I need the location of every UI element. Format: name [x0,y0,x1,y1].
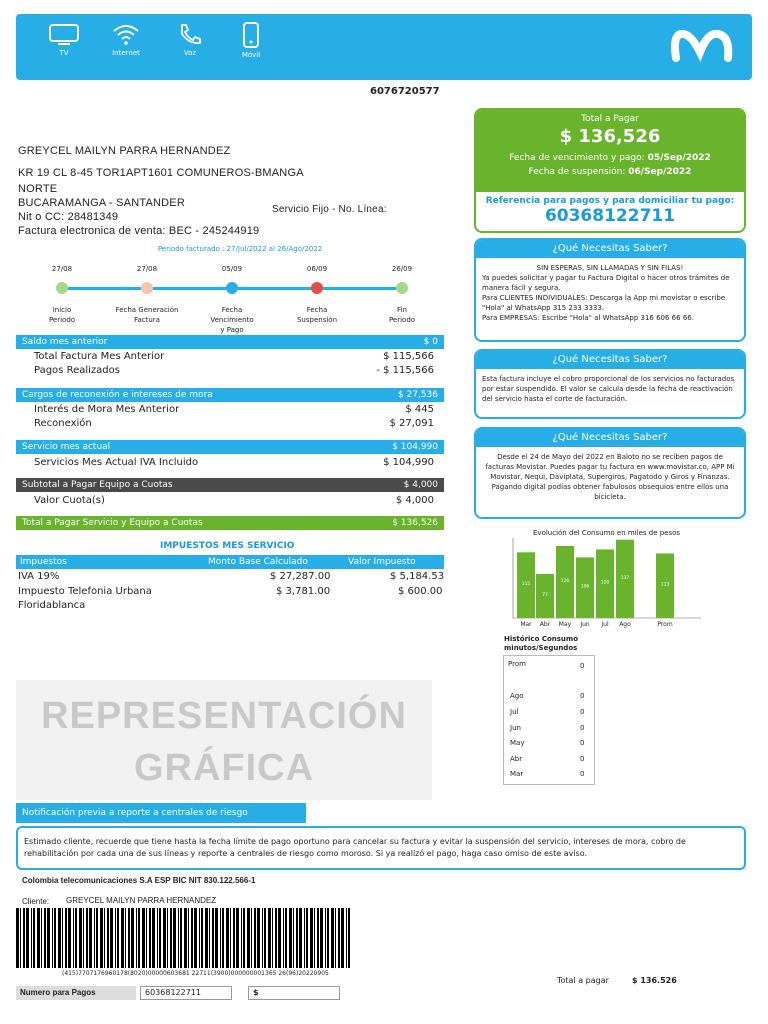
barcode-bar [209,908,210,968]
barcode-bar [86,908,88,968]
history-value: 0 [580,724,585,732]
barcode-bar [121,908,124,968]
barcode-bar [348,908,350,968]
footer-total-value: $ 136.526 [632,976,677,985]
client-name: GREYCEL MAILYN PARRA HERNANDEZ [66,896,217,905]
barcode-bar [100,908,103,968]
barcode-bar [264,908,266,968]
barcode-bar [68,908,71,968]
info-text: SIN ESPERAS, SIN LLAMADAS Y SIN FILAS! [536,264,684,272]
barcode-bar [212,908,214,968]
timeline-label: Fecha Suspensión [296,306,338,324]
charge-row: Pagos Realizados - $ 115,566 [34,365,434,376]
chart-data-label: 77 [542,593,548,598]
barcode-bar [146,908,147,968]
barcode-bar [201,908,203,968]
due-label: Fecha de vencimiento y pago: [509,153,645,163]
barcode-bar [283,908,284,968]
barcode-bar [320,908,323,968]
barcode-bar [178,908,179,968]
pay-number: 60368122711 [140,986,232,1000]
tax-base: $ 27,287.00 [270,571,331,582]
barcode-bar [299,908,302,968]
chart-category-label: Jul [601,621,609,628]
history-month: May [510,739,525,747]
barcode-bar [20,908,21,968]
mobile-icon [241,22,261,48]
account-number: 6076720577 [370,86,440,97]
charge-row: Valor Cuota(s) $ 4,000 [34,495,434,506]
history-value: 0 [580,755,585,763]
barcode-bar [110,908,113,968]
timeline-dot [396,282,408,294]
info-text: Para CLIENTES INDIVIDUALES: Descarga la App mi movistar o escribe "Hola" al WhatsApp 315 233 3333. [482,294,726,312]
phone-icon [177,22,203,46]
timeline-dot [56,282,68,294]
history-value: 0 [580,708,585,716]
barcode-bar [96,908,98,968]
history-month: Abr [510,755,523,763]
barcode-bar [58,908,61,968]
barcode-bar [149,908,151,968]
barcode-bar [331,908,334,968]
timeline-label: Fecha Vencimiento y Pago [210,306,254,334]
barcode-bar [41,908,42,968]
barcode-bar [170,908,172,968]
barcode-bar [65,908,67,968]
barcode-bar [47,908,50,968]
chart-category-label: Mar [520,621,532,628]
reference-label: Referencia para pagos y para domiciliar tu pago: [485,196,735,206]
chart-category-label: Abr [539,621,551,628]
history-value: 0 [580,692,585,700]
info-box-3 [474,427,746,519]
barcode-bar [268,908,271,968]
history-month: Mar [510,770,524,778]
barcode-bar [338,908,340,968]
barcode-bar [75,908,77,968]
pay-amount-field: $ [248,986,340,1000]
barcode-bar [33,908,35,968]
cargos-bar: Cargos de reconexión e intereses de mora $ 27,536 [16,388,444,402]
history-month: Ago [510,692,524,700]
service-movil [221,22,281,59]
barcode-bar [117,908,119,968]
timeline-date: 26/09 [391,265,413,273]
barcode-bar [317,908,319,968]
barcode-bar [79,908,82,968]
barcode-bar [73,908,74,968]
barcode-bar [296,908,298,968]
barcode-bar [136,908,137,968]
timeline-date: 06/09 [306,265,328,273]
wifi-icon [111,22,141,46]
barcode-bar [254,908,256,968]
header-banner [16,14,752,80]
charge-row: Total Factura Mes Anterior $ 115,566 [34,351,434,362]
movistar-logo [670,28,734,68]
barcode-bar [142,908,145,968]
tax-name: Impuesto Telefonia Urbana [18,586,152,597]
watermark: REPRESENTACIÓN GRÁFICA [16,680,432,800]
chart-data-label: 137 [620,575,630,581]
barcode-bar [83,908,84,968]
customer-city: BUCARAMANGA - SANTANDER [18,197,185,209]
barcode-text: (415)7707176960178(8020)00000603681 22711(3900)000000001365 26(96)20220905 [62,970,329,977]
footer-total-label: Total a pagar [557,976,609,985]
info-text: Para EMPRESAS: Escribe "Hola" al WhatsApp 316 606 66 66. [482,314,694,322]
barcode-bar [205,908,208,968]
consumption-chart [505,536,705,632]
info-title: ¿Qué Necesitas Saber? [476,429,744,447]
barcode-bar [194,908,197,968]
client-label: Cliente: [22,897,50,906]
barcode-bar [152,908,155,968]
service-label: Internet [112,49,140,57]
timeline-dot [141,282,153,294]
service-line: Servicio Fijo - No. Línea: [272,204,387,215]
susp-date: 06/Sep/2022 [628,167,692,177]
barcode-bar [278,908,281,968]
customer-address-2: NORTE [18,183,58,195]
barcode-bar [191,908,193,968]
history-box [503,655,595,785]
barcode-bar [104,908,105,968]
chart-category-label: May [558,621,572,628]
barcode-bar [241,908,242,968]
barcode-bar [215,908,218,968]
barcode-bar [220,908,221,968]
barcode-bar [31,908,32,968]
customer-address: KR 19 CL 8-45 TOR1APT1601 COMUNEROS-BMANGA [18,167,304,179]
barcode-bar [222,908,224,968]
barcode-bar [325,908,326,968]
service-label: TV [59,49,69,57]
barcode-bar [107,908,109,968]
charge-row: Reconexión $ 27,091 [34,418,434,429]
chart-data-label: 106 [580,584,590,590]
history-month: Prom [508,660,526,668]
chart-title: Evolución del Consumo en miles de pesos [533,529,681,537]
info-text: Ya puedes solicitar y pagar tu Factura Digital o hacer otros trámites de manera fácil y segura. [482,274,730,292]
service-label: Móvil [241,51,261,59]
barcode-bar [310,908,313,968]
total-title: Total a Pagar [581,114,639,124]
barcode-bar [285,908,287,968]
barcode-bar [289,908,292,968]
taxes-header: Impuestos Monto Base Calculado Valor Impuesto [16,555,444,569]
barcode-bar [251,908,252,968]
barcode-bar [157,908,158,968]
barcode-bar [62,908,63,968]
tax-base: $ 3,781.00 [276,586,331,597]
barcode-bar [341,908,344,968]
chart-data-label: 113 [660,582,670,588]
chart-category-label: Prom [657,621,673,628]
susp-label: Fecha de suspensión: [528,167,626,177]
barcode [16,908,352,970]
barcode-bar [293,908,294,968]
barcode-bar [37,908,40,968]
barcode-bar [184,908,187,968]
barcode-bar [163,908,166,968]
barcode-bar [236,908,239,968]
service-internet [96,22,156,57]
timeline-date: 27/08 [51,265,73,273]
due-date: 05/Sep/2022 [647,153,711,163]
timeline-dot [311,282,323,294]
barcode-bar [257,908,260,968]
billing-period: Periodo facturado : 27/Jul/2022 al 26/Ago/2022 [157,245,323,253]
pay-number-label: Numero para Pagos [16,986,136,1000]
info-title: ¿Qué Necesitas Saber? [476,351,744,369]
tax-name: IVA 19% [18,571,60,582]
equipo-bar: Subtotal a Pagar Equipo a Cuotas $ 4,000 [16,478,444,492]
saldo-bar: Saldo mes anterior $ 0 [16,335,444,349]
barcode-bar [115,908,116,968]
chart-category-label: Ago [619,621,631,628]
barcode-bar [304,908,305,968]
barcode-bar [306,908,308,968]
info-text: Desde el 24 de Mayo del 2022 en Baloto no se reciben pagos de facturas Movistar. Puedes pagar tu factura en www.movistar.co, APP Mi Movistar, Nequi, Daviplata, Supergiros, Pagatodo y Giros y Finanzas. Pagando digital podías obtener fabulosos obsequios entre ellos una bicicleta. [485,453,735,501]
barcode-bar [247,908,250,968]
barcode-bar [314,908,315,968]
barcode-bar [262,908,263,968]
invoice-number: Factura electronica de venta: BEC - 245244919 [18,225,260,237]
total-amount: $ 136,526 [559,126,661,147]
chart-category-label: Jun [580,621,590,628]
notification-body: Estimado cliente, recuerde que tiene hasta la fecha límite de pago oportuno para cancelar su factura y evitar la suspensión del servicio, intereses de mora, cobro de rehabilitación por cada una de sus líneas y reporte a centrales de riesgo como moroso. Si ya realizó el pago, haga caso omiso de este aviso. [16,826,746,870]
chart-data-label: 115 [521,582,531,588]
barcode-bar [52,908,53,968]
info-title: ¿Qué Necesitas Saber? [476,240,744,258]
barcode-bar [26,908,29,968]
tax-name-2: Floridablanca [18,600,86,611]
barcode-bar [346,908,347,968]
service-voz [160,22,220,57]
taxes-title: IMPUESTOS MES SERVICIO [160,541,295,551]
chart-data-label: 120 [600,580,610,586]
barcode-bar [230,908,231,968]
barcode-bar [54,908,56,968]
service-label: Voz [183,49,197,57]
barcode-bar [327,908,329,968]
barcode-bar [167,908,168,968]
history-value: 0 [580,662,585,670]
barcode-bar [159,908,161,968]
barcode-bar [275,908,277,968]
barcode-bar [188,908,189,968]
company-info: Colombia telecomunicaciones S.A ESP BIC NIT 830.122.566-1 [22,876,256,885]
history-month: Jun [510,724,521,732]
info-text: Esta factura incluye el cobro proporcional de los servicios no facturados por estar suspendido. El valor se calcula desde la fecha de reactivación del servicio hasta el corte de facturación. [482,375,735,403]
charge-row: Servicios Mes Actual IVA Incluido $ 104,990 [34,457,434,468]
history-value: 0 [580,739,585,747]
history-value: 0 [580,770,585,778]
notification-title: Notificación previa a reporte a centrales de riesgo [16,803,306,823]
barcode-bar [44,908,46,968]
history-title: Histórico Consumo minutos/Segundos [504,635,579,652]
timeline-dot [226,282,238,294]
service-tv [34,22,94,57]
barcode-bar [173,908,176,968]
info-box-1 [474,238,746,342]
charge-row: Interés de Mora Mes Anterior $ 445 [34,404,434,415]
barcode-bar [16,908,19,968]
barcode-bar [125,908,126,968]
barcode-bar [199,908,200,968]
barcode-bar [226,908,229,968]
customer-nit: Nit o CC: 28481349 [18,211,119,223]
tax-value: $ 5,184.53 [390,571,445,582]
barcode-bar [128,908,130,968]
total-box [474,108,746,233]
tv-icon [47,22,81,46]
info-box-2 [474,349,746,419]
barcode-bar [89,908,92,968]
customer-name: GREYCEL MAILYN PARRA HERNANDEZ [18,145,231,157]
barcode-bar [243,908,245,968]
total-bar: Total a Pagar Servicio y Equipo a Cuotas $ 136,526 [16,516,444,530]
barcode-bar [272,908,273,968]
barcode-bar [131,908,134,968]
timeline-label: Fecha Generación Factura [115,306,179,324]
tax-value: $ 600.00 [398,586,443,597]
timeline-date: 27/08 [136,265,158,273]
barcode-bar [335,908,336,968]
barcode-bar [23,908,25,968]
servicio-bar: Servicio mes actual $ 104,990 [16,440,444,454]
barcode-bar [94,908,95,968]
reference-number: 60368122711 [544,206,676,226]
timeline-label: Inicio Periodo [48,306,76,324]
barcode-bar [180,908,182,968]
barcode-bar [233,908,235,968]
barcode-bar [138,908,140,968]
timeline-date: 05/09 [221,265,243,273]
chart-data-label: 126 [560,579,570,584]
timeline-label: Fin Periodo [388,306,416,324]
history-month: Jul [510,708,519,716]
